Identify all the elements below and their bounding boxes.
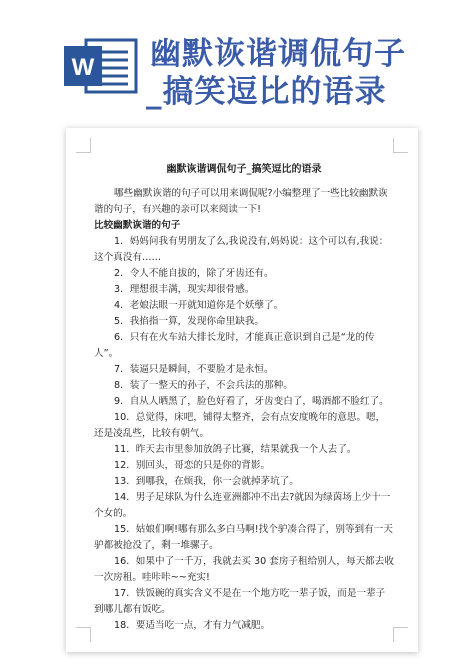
list-item: 9．自从人晒黑了，脸色好看了，牙齿变白了，喝酒都不脸红了。: [114, 396, 389, 407]
page-corner-mark: [393, 138, 408, 153]
document-title: 幽默诙谐调侃句子_搞笑逗比的语录: [166, 164, 322, 175]
list-item: 11．昨天去市里参加放鸽子比赛，结果就我一个人去了。: [114, 444, 357, 455]
list-item: 3．理想很丰满，现实却很骨感。: [114, 284, 255, 295]
page-corner-mark: [76, 627, 91, 642]
list-item: 15．姑娘们啊!哪有那么多白马啊!找个驴凑合得了，别等到有一天驴都被抢没了，剩一堆骡子。: [94, 524, 393, 551]
list-item: 10．总觉得，床吧，铺得太整齐，会有点安度晚年的意思。嗯，还是凌乱些，比较有朝气。: [94, 412, 386, 439]
list-item: 16．如果中了一千万，我就去买 30 套房子租给别人，每天都去收一次房租。哇咔咔~~充实!: [94, 556, 394, 583]
list-item: 7．装逼只是瞬间，不要脸才是永恒。: [114, 364, 274, 375]
word-document-icon: [62, 36, 140, 96]
svg-text:W: W: [71, 54, 95, 81]
header-banner: [0, 0, 474, 118]
list-item: 5．我掐指一算，发现你命里缺我。: [114, 316, 265, 327]
sentence-list: [94, 234, 394, 634]
document-page: [66, 128, 418, 652]
banner-title-line-2: _搞笑逗比的语录: [146, 74, 387, 110]
list-item: 17．铁饭碗的真实含义不是在一个地方吃一辈子饭，而是一辈子到哪儿都有饭吃。: [94, 588, 386, 615]
list-item: 8．装了一整天的孙子，不会兵法的那种。: [114, 380, 293, 391]
list-item: 12．别回头，哥恋的只是你的背影。: [114, 460, 271, 471]
intro-paragraph: 哪些幽默诙谐的句子可以用来调侃呢?小编整理了一些比较幽默诙谐的句子，有兴趣的亲可以来阅读一下!: [94, 188, 388, 215]
list-item: 14．男子足球队为什么连亚洲都冲不出去?就因为绿茵场上少十一个女的。: [94, 492, 391, 519]
list-item: 18．要适当吃一点，才有力气减肥。: [114, 620, 271, 631]
page-corner-mark: [393, 627, 408, 642]
list-item: 13．到哪我，在烦我，你一会就掉茅坑了。: [114, 476, 299, 487]
page-corner-mark: [76, 138, 91, 153]
document-body: [94, 162, 394, 634]
list-item: 1．妈妈问我有男朋友了么,我说没有,妈妈说：这个可以有,我说：这个真没有……: [94, 236, 389, 263]
banner-title-line-1: 幽默诙谐调侃句子: [150, 36, 406, 72]
list-item: 6．只有在火车站大排长龙时，才能真正意识到自己是“龙的传人”。: [94, 332, 375, 359]
list-item: 4．老娘法眼一开就知道你是个妖孽了。: [114, 300, 284, 311]
list-item: 2．令人不能自拔的，除了牙齿还有。: [114, 268, 274, 279]
section-heading: 比较幽默诙谐的句子: [94, 220, 181, 231]
